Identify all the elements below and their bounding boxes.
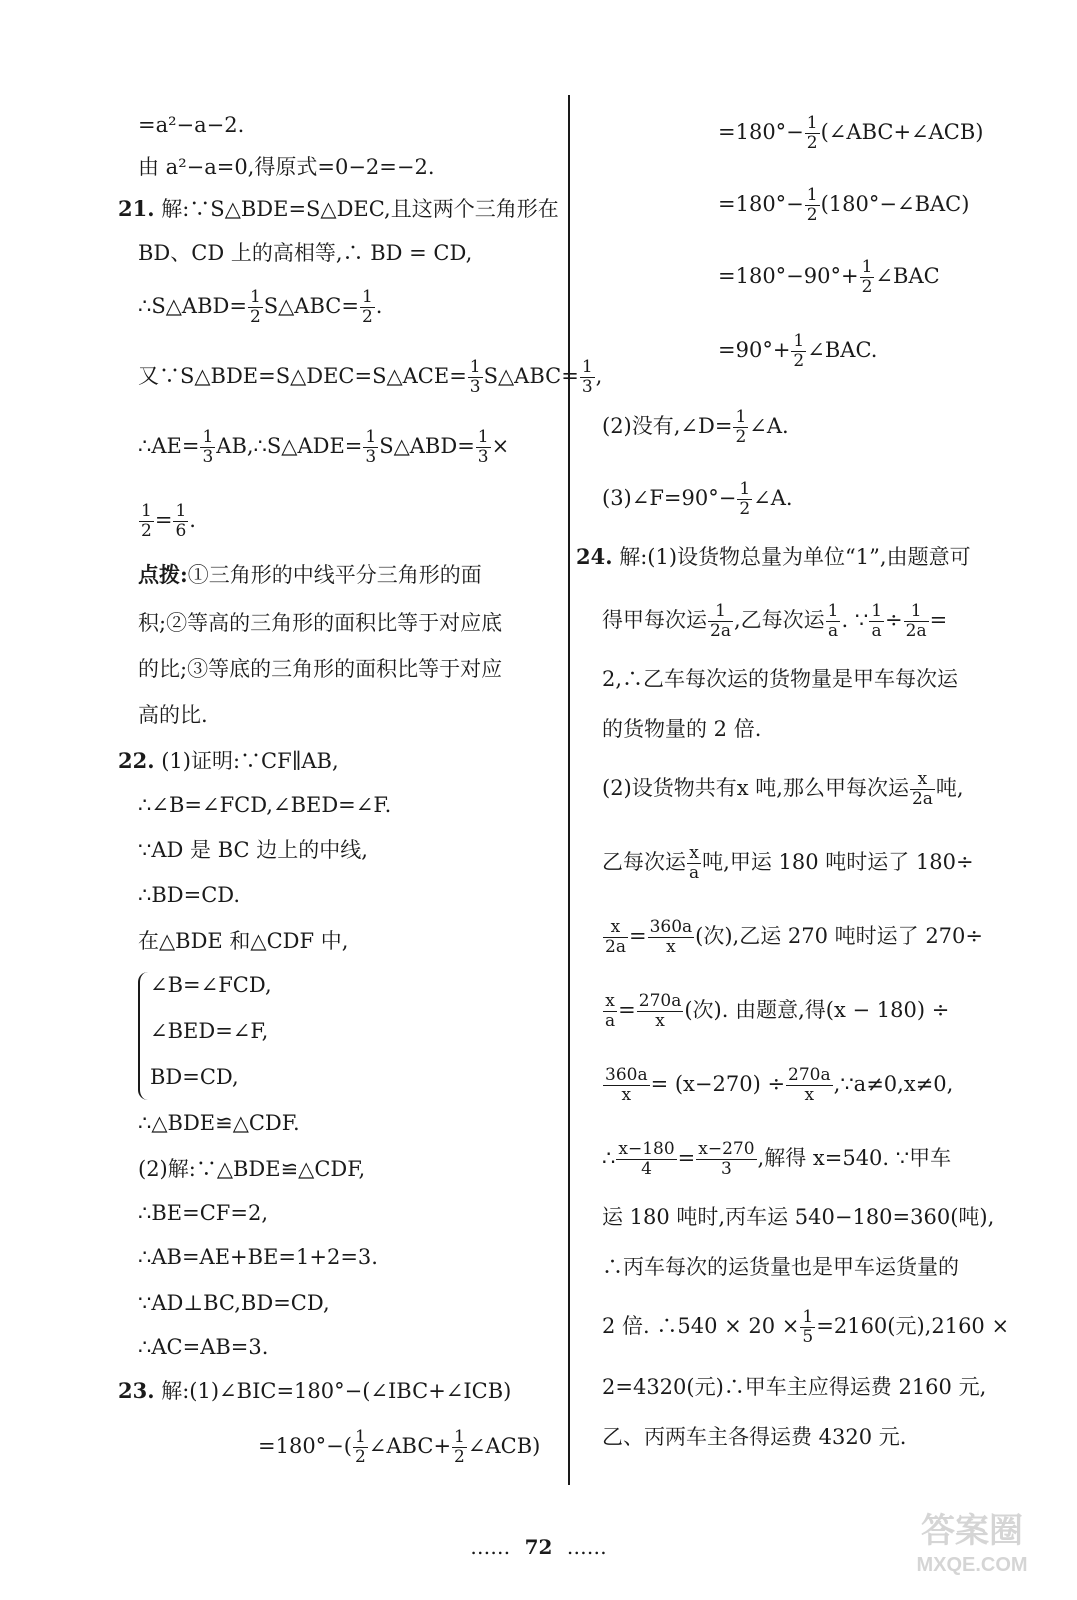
question-23: 23. 解:(1)∠BIC=180°−(∠IBC+∠ICB) — [118, 1378, 512, 1403]
line: ∴BD=CD. — [138, 883, 241, 907]
line: $\frac{x}{a}$ = $\frac{270a}{x}$ (次). 由题意,得(x − 180) ÷ — [605, 991, 950, 1031]
fraction: $\frac{1}{2}$ — [249, 287, 261, 327]
fraction: $\frac{x}{2a}$ — [911, 769, 933, 809]
line: $\frac{1}{2}$ = $\frac{1}{6}$ . — [141, 501, 196, 541]
line: 2,∴乙车每次运的货物量是甲车每次运 — [602, 667, 959, 691]
fraction: $\frac{1}{5}$ — [802, 1307, 814, 1347]
fraction: $\frac{1}{3}$ — [365, 427, 377, 467]
fraction: $\frac{1}{a}$ — [827, 601, 839, 641]
footer-dots-right: …… — [566, 1535, 607, 1559]
question-number: 23. — [118, 1378, 155, 1403]
fraction: $\frac{1}{2}$ — [793, 331, 805, 371]
line: ∵AD⊥BC,BD=CD, — [138, 1291, 330, 1315]
column-divider — [568, 95, 570, 1485]
line: ∴S△ABD= $\frac{1}{2}$ S△ABC= $\frac{1}{2}$ . — [138, 287, 383, 327]
fraction: $\frac{1}{2}$ — [735, 407, 747, 447]
question-24: 24. 解:(1)设货物总量为单位“1”,由题意可 — [576, 544, 971, 569]
line: ∴BE=CF=2, — [138, 1201, 268, 1225]
fraction: $\frac{1}{2}$ — [361, 287, 373, 327]
line: ∴AB=AE+BE=1+2=3. — [138, 1245, 378, 1269]
line: 乙、丙两车主各得运费 4320 元. — [602, 1425, 907, 1449]
line: =180°− $\frac{1}{2}$ (180°−∠BAC) — [718, 185, 970, 225]
line: ∴AC=AB=3. — [138, 1335, 269, 1359]
line: 乙每次运 $\frac{x}{a}$ 吨,甲运 180 吨时运了 180÷ — [602, 843, 974, 883]
fraction: $\frac{x-180}{4}$ — [618, 1139, 675, 1179]
line: 得甲每次运 $\frac{1}{2a}$ ,乙每次运 $\frac{1}{a}$ . ∵ $\frac{1}{a}$ ÷ $\frac{1}{2a}$ = — [602, 601, 948, 641]
fraction: $\frac{1}{3}$ — [202, 427, 214, 467]
line: 2=4320(元)∴甲车主应得运费 2160 元, — [602, 1375, 987, 1399]
fraction: $\frac{360a}{x}$ — [605, 1065, 648, 1105]
question-22: 22. (1)证明:∵CF∥AB, — [118, 748, 339, 773]
line: 积;②等高的三角形的面积比等于对应底 — [138, 611, 503, 635]
question-21: 21. 解:∵S△BDE=S△DEC,且这两个三角形在 — [118, 196, 559, 221]
line: 的比;③等底的三角形的面积比等于对应 — [138, 657, 503, 681]
line: 的货物量的 2 倍. — [602, 717, 762, 741]
tip: 点拨:①三角形的中线平分三角形的面 — [138, 562, 482, 587]
line: 高的比. — [138, 703, 208, 727]
line: ∴∠B=∠FCD,∠BED=∠F. — [138, 793, 392, 817]
fraction: $\frac{1}{2a}$ — [710, 601, 731, 641]
fraction: $\frac{x}{2a}$ — [605, 917, 626, 957]
line: $\frac{x}{2a}$ = $\frac{360a}{x}$ (次),乙运 270 吨时运了 270÷ — [605, 917, 984, 957]
equation-system: ∠B=∠FCD, ∠BED=∠F, BD=CD, — [138, 968, 438, 1108]
line: =a²−a−2. — [138, 113, 245, 137]
line: =180°−( $\frac{1}{2}$ ∠ABC+ $\frac{1}{2}$ ∠ACB) — [258, 1427, 541, 1467]
fraction: $\frac{1}{2}$ — [354, 1427, 366, 1467]
watermark-title: 答案圈 — [921, 1511, 1023, 1551]
line: 在△BDE 和△CDF 中, — [138, 929, 349, 953]
fraction: $\frac{1}{2}$ — [861, 257, 873, 297]
line: (2)没有,∠D= $\frac{1}{2}$ ∠A. — [602, 407, 789, 447]
fraction: $\frac{1}{2}$ — [806, 113, 818, 153]
fraction: $\frac{x-270}{3}$ — [698, 1139, 755, 1179]
fraction: $\frac{x}{a}$ — [689, 843, 700, 883]
fraction: $\frac{x}{a}$ — [605, 991, 616, 1031]
fraction: $\frac{1}{3}$ — [581, 357, 593, 397]
fraction: $\frac{1}{2}$ — [806, 185, 818, 225]
question-number: 24. — [576, 544, 613, 569]
line: =90°+ $\frac{1}{2}$ ∠BAC. — [718, 331, 878, 371]
line: (2)解:∵△BDE≌△CDF, — [138, 1157, 366, 1181]
question-number: 21. — [118, 196, 155, 221]
line: (2)设货物共有x 吨,那么甲每次运 $\frac{x}{2a}$ 吨, — [602, 769, 964, 809]
line: BD、CD 上的高相等,∴ BD = CD, — [138, 241, 473, 265]
line: $\frac{360a}{x}$ = (x−270) ÷ $\frac{270a}{x}$ ,∵a≠0,x≠0, — [605, 1065, 954, 1105]
footer-dots-left: …… — [470, 1535, 511, 1559]
tip-label: 点拨: — [138, 562, 188, 587]
fraction: $\frac{360a}{x}$ — [649, 917, 693, 957]
fraction: $\frac{1}{2}$ — [454, 1427, 465, 1467]
line: ∴ $\frac{x-180}{4}$ = $\frac{x-270}{3}$ ,解得 x=540. ∵甲车 — [602, 1139, 952, 1179]
line: ∵AD 是 BC 边上的中线, — [138, 838, 368, 862]
fraction: $\frac{1}{2a}$ — [905, 601, 927, 641]
line: =180°−90°+ $\frac{1}{2}$ ∠BAC — [718, 257, 940, 297]
question-number: 22. — [118, 748, 155, 773]
fraction: $\frac{1}{3}$ — [477, 427, 489, 467]
line: ∴AE= $\frac{1}{3}$ AB,∴S△ADE= $\frac{1}{3}$ S△ABD= $\frac{1}{3}$ × — [138, 427, 510, 467]
fraction: $\frac{1}{2}$ — [739, 479, 751, 519]
line: ∴丙车每次的运货量也是甲车运货量的 — [602, 1255, 959, 1279]
line: ∴△BDE≌△CDF. — [138, 1111, 300, 1135]
line: 又∵S△BDE=S△DEC=S△ACE= $\frac{1}{3}$ S△ABC= $\frac{1}{3}$ , — [138, 357, 603, 397]
fraction: $\frac{1}{6}$ — [175, 501, 187, 541]
fraction: $\frac{1}{2}$ — [141, 501, 152, 541]
watermark-logo — [887, 1510, 1057, 1590]
line: (3)∠F=90°− $\frac{1}{2}$ ∠A. — [602, 479, 793, 519]
page-number: 72 — [524, 1535, 553, 1559]
line: =180°− $\frac{1}{2}$ (∠ABC+∠ACB) — [718, 113, 984, 153]
fraction: $\frac{270a}{x}$ — [788, 1065, 831, 1105]
fraction: $\frac{1}{a}$ — [871, 601, 883, 641]
fraction: $\frac{270a}{x}$ — [638, 991, 682, 1031]
watermark-url: MXQE.COM — [916, 1554, 1028, 1576]
line: 2 倍. ∴540 × 20 × $\frac{1}{5}$ =2160(元),2160 × — [602, 1307, 1010, 1347]
fraction: $\frac{1}{3}$ — [469, 357, 481, 397]
line: 运 180 吨时,丙车运 540−180=360(吨), — [602, 1205, 995, 1229]
line: 由 a²−a=0,得原式=0−2=−2. — [138, 155, 435, 179]
